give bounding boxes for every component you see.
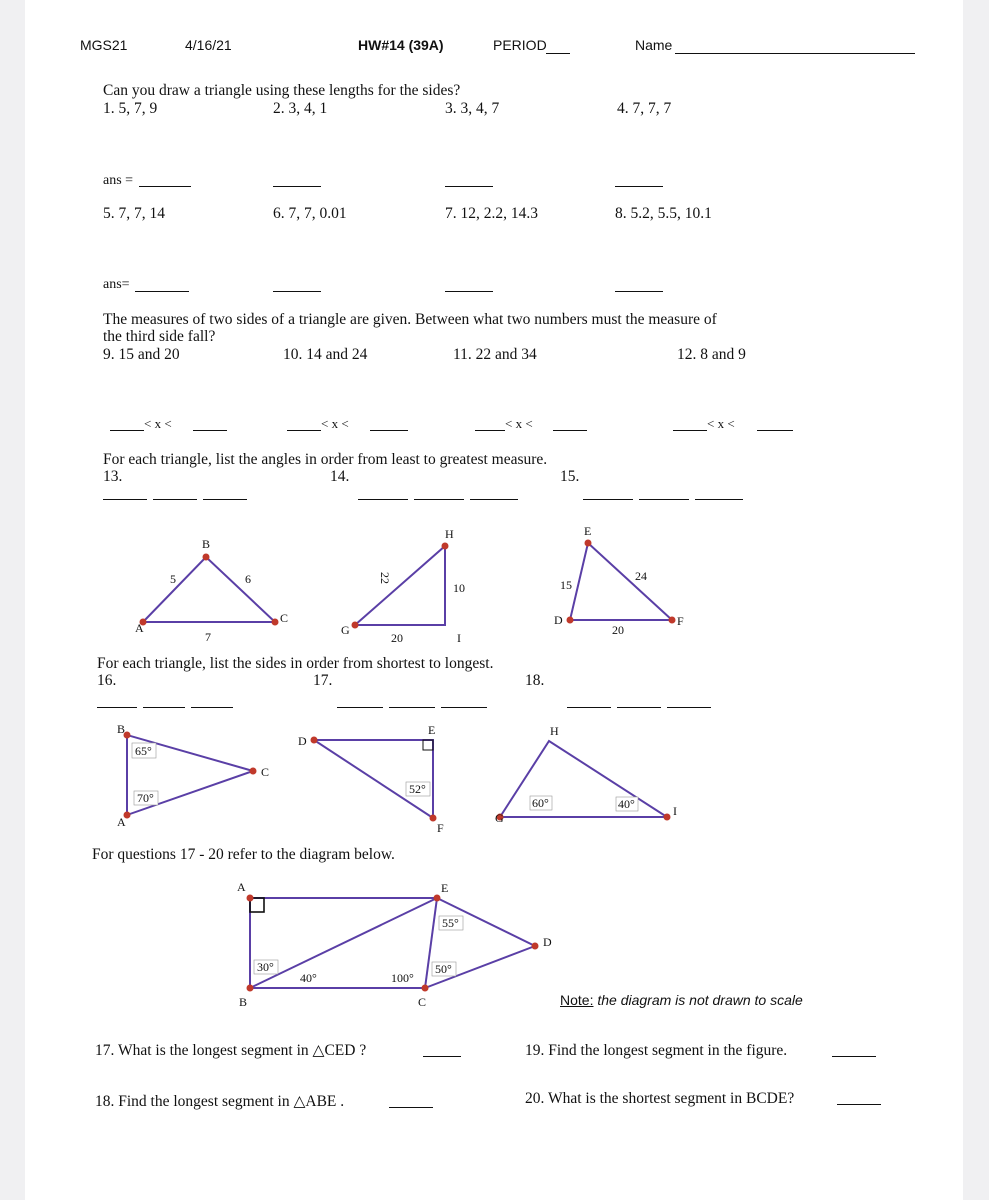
range-12-symbol: < x <: [707, 416, 735, 431]
side-label: 22: [378, 572, 392, 584]
section4-prompt: For each triangle, list the sides in order from shortest to longest.: [97, 655, 494, 672]
number-16: 16.: [97, 672, 117, 689]
vertex-label: F: [677, 614, 684, 628]
worksheet-page: [25, 0, 963, 1200]
question-17: 17. What is the longest segment in △CED ?: [95, 1042, 367, 1059]
answer-q19[interactable]: [832, 1056, 876, 1057]
vertex-label: I: [673, 804, 677, 818]
vertex-label: A: [237, 880, 246, 894]
item-4: 4. 7, 7, 7: [617, 100, 672, 117]
range-11-symbol: < x <: [505, 416, 533, 431]
diagram-note: [560, 993, 803, 1009]
period-label: PERIOD: [493, 37, 547, 53]
angle-label: 60°: [532, 796, 549, 810]
vertex-label: A: [135, 621, 144, 635]
item-3: 3. 3, 4, 7: [445, 100, 500, 117]
side-label: 7: [205, 630, 211, 644]
angle-label: 65°: [135, 744, 152, 758]
number-13: 13.: [103, 468, 123, 485]
vertex-label: E: [428, 723, 436, 737]
vertex-label: E: [441, 881, 449, 895]
vertex-label: F: [437, 821, 444, 835]
answer-q18[interactable]: [389, 1107, 433, 1108]
item-10: 10. 14 and 24: [283, 346, 368, 363]
number-17: 17.: [313, 672, 333, 689]
vertex-label: H: [550, 724, 559, 738]
side-label: 24: [635, 569, 647, 583]
item-11: 11. 22 and 34: [453, 346, 537, 363]
side-label: 20: [391, 631, 403, 645]
question-19: 19. Find the longest segment in the figure.: [525, 1042, 788, 1059]
question-18: 18. Find the longest segment in △ABE .: [95, 1093, 345, 1110]
item-12: 12. 8 and 9: [677, 346, 746, 363]
range-10-symbol: < x <: [321, 416, 349, 431]
side-label: 6: [245, 572, 251, 586]
item-8: 8. 5.2, 5.5, 10.1: [615, 205, 712, 222]
date: 4/16/21: [185, 37, 232, 53]
item-5: 5. 7, 7, 14: [103, 205, 165, 222]
number-14: 14.: [330, 468, 350, 485]
angle-label: 40°: [618, 797, 635, 811]
triangle-14: [341, 527, 465, 645]
side-label: 5: [170, 572, 176, 586]
triangle-13: [135, 537, 288, 644]
note-text: the diagram is not drawn to scale: [597, 992, 803, 1008]
vertex-label: H: [445, 527, 454, 541]
vertex-label: A: [117, 815, 126, 829]
answer-16b[interactable]: [143, 707, 185, 708]
answer-16a[interactable]: [97, 707, 137, 708]
range-9-symbol: < x <: [144, 416, 172, 431]
vertex-label: E: [584, 524, 592, 538]
vertex-label: B: [202, 537, 211, 551]
vertex-label: C: [418, 995, 427, 1009]
section2-prompt-line1: The measures of two sides of a triangle are given. Between what two numbers must the measure of: [103, 311, 717, 328]
side-label: 20: [612, 623, 624, 637]
angle-label: 50°: [435, 962, 452, 976]
triangle-15: [554, 524, 684, 637]
quadrilateral-diagram: [237, 880, 552, 1009]
item-1: 1. 5, 7, 9: [103, 100, 158, 117]
item-2: 2. 3, 4, 1: [273, 100, 328, 117]
angle-label: 30°: [257, 960, 274, 974]
answer-18b[interactable]: [617, 707, 661, 708]
triangle-17: [298, 723, 444, 835]
section1-prompt: Can you draw a triangle using these lengths for the sides?: [103, 82, 461, 99]
angle-label: 55°: [442, 916, 459, 930]
answer-q17[interactable]: [423, 1056, 461, 1057]
section3-prompt: For each triangle, list the angles in order from least to greatest measure.: [103, 451, 548, 468]
triangle-18: [495, 724, 677, 825]
note-label: Note:: [560, 992, 594, 1008]
angle-label: 40°: [300, 971, 317, 985]
number-18: 18.: [525, 672, 545, 689]
number-15: 15.: [560, 468, 580, 485]
section2-prompt-line2: the third side fall?: [103, 328, 216, 345]
item-7: 7. 12, 2.2, 14.3: [445, 205, 538, 222]
answer-16c[interactable]: [191, 707, 233, 708]
answer-17a[interactable]: [337, 707, 383, 708]
angle-label: 52°: [409, 782, 426, 796]
course-code: MGS21: [80, 37, 128, 53]
answer-17b[interactable]: [389, 707, 435, 708]
vertex-label: D: [543, 935, 552, 949]
angle-label: 100°: [391, 971, 414, 985]
vertex-label: G: [341, 623, 350, 637]
ans-label-1: ans =: [103, 173, 134, 188]
vertex-label: D: [298, 734, 307, 748]
vertex-label: I: [457, 631, 461, 645]
vertex-label: C: [261, 765, 270, 779]
vertex-label: B: [239, 995, 248, 1009]
name-label: Name: [635, 37, 673, 53]
answer-q20[interactable]: [837, 1104, 881, 1105]
item-6: 6. 7, 7, 0.01: [273, 205, 347, 222]
section5-prompt: For questions 17 - 20 refer to the diagram below.: [92, 846, 395, 863]
vertex-label: B: [117, 722, 126, 736]
question-20: 20. What is the shortest segment in BCDE?: [525, 1090, 795, 1107]
answer-17c[interactable]: [441, 707, 487, 708]
assignment-title: HW#14 (39A): [358, 37, 444, 53]
vertex-label: C: [280, 611, 289, 625]
figures-layer: [25, 0, 963, 1200]
item-9: 9. 15 and 20: [103, 346, 180, 363]
side-label: 15: [560, 578, 572, 592]
triangle-16: [117, 722, 269, 829]
answer-18c[interactable]: [667, 707, 711, 708]
vertex-label: G: [495, 811, 504, 825]
angle-label: 70°: [137, 791, 154, 805]
ans-label-2: ans=: [103, 277, 130, 292]
answer-18a[interactable]: [567, 707, 611, 708]
vertex-label: D: [554, 613, 563, 627]
side-label: 10: [453, 581, 465, 595]
